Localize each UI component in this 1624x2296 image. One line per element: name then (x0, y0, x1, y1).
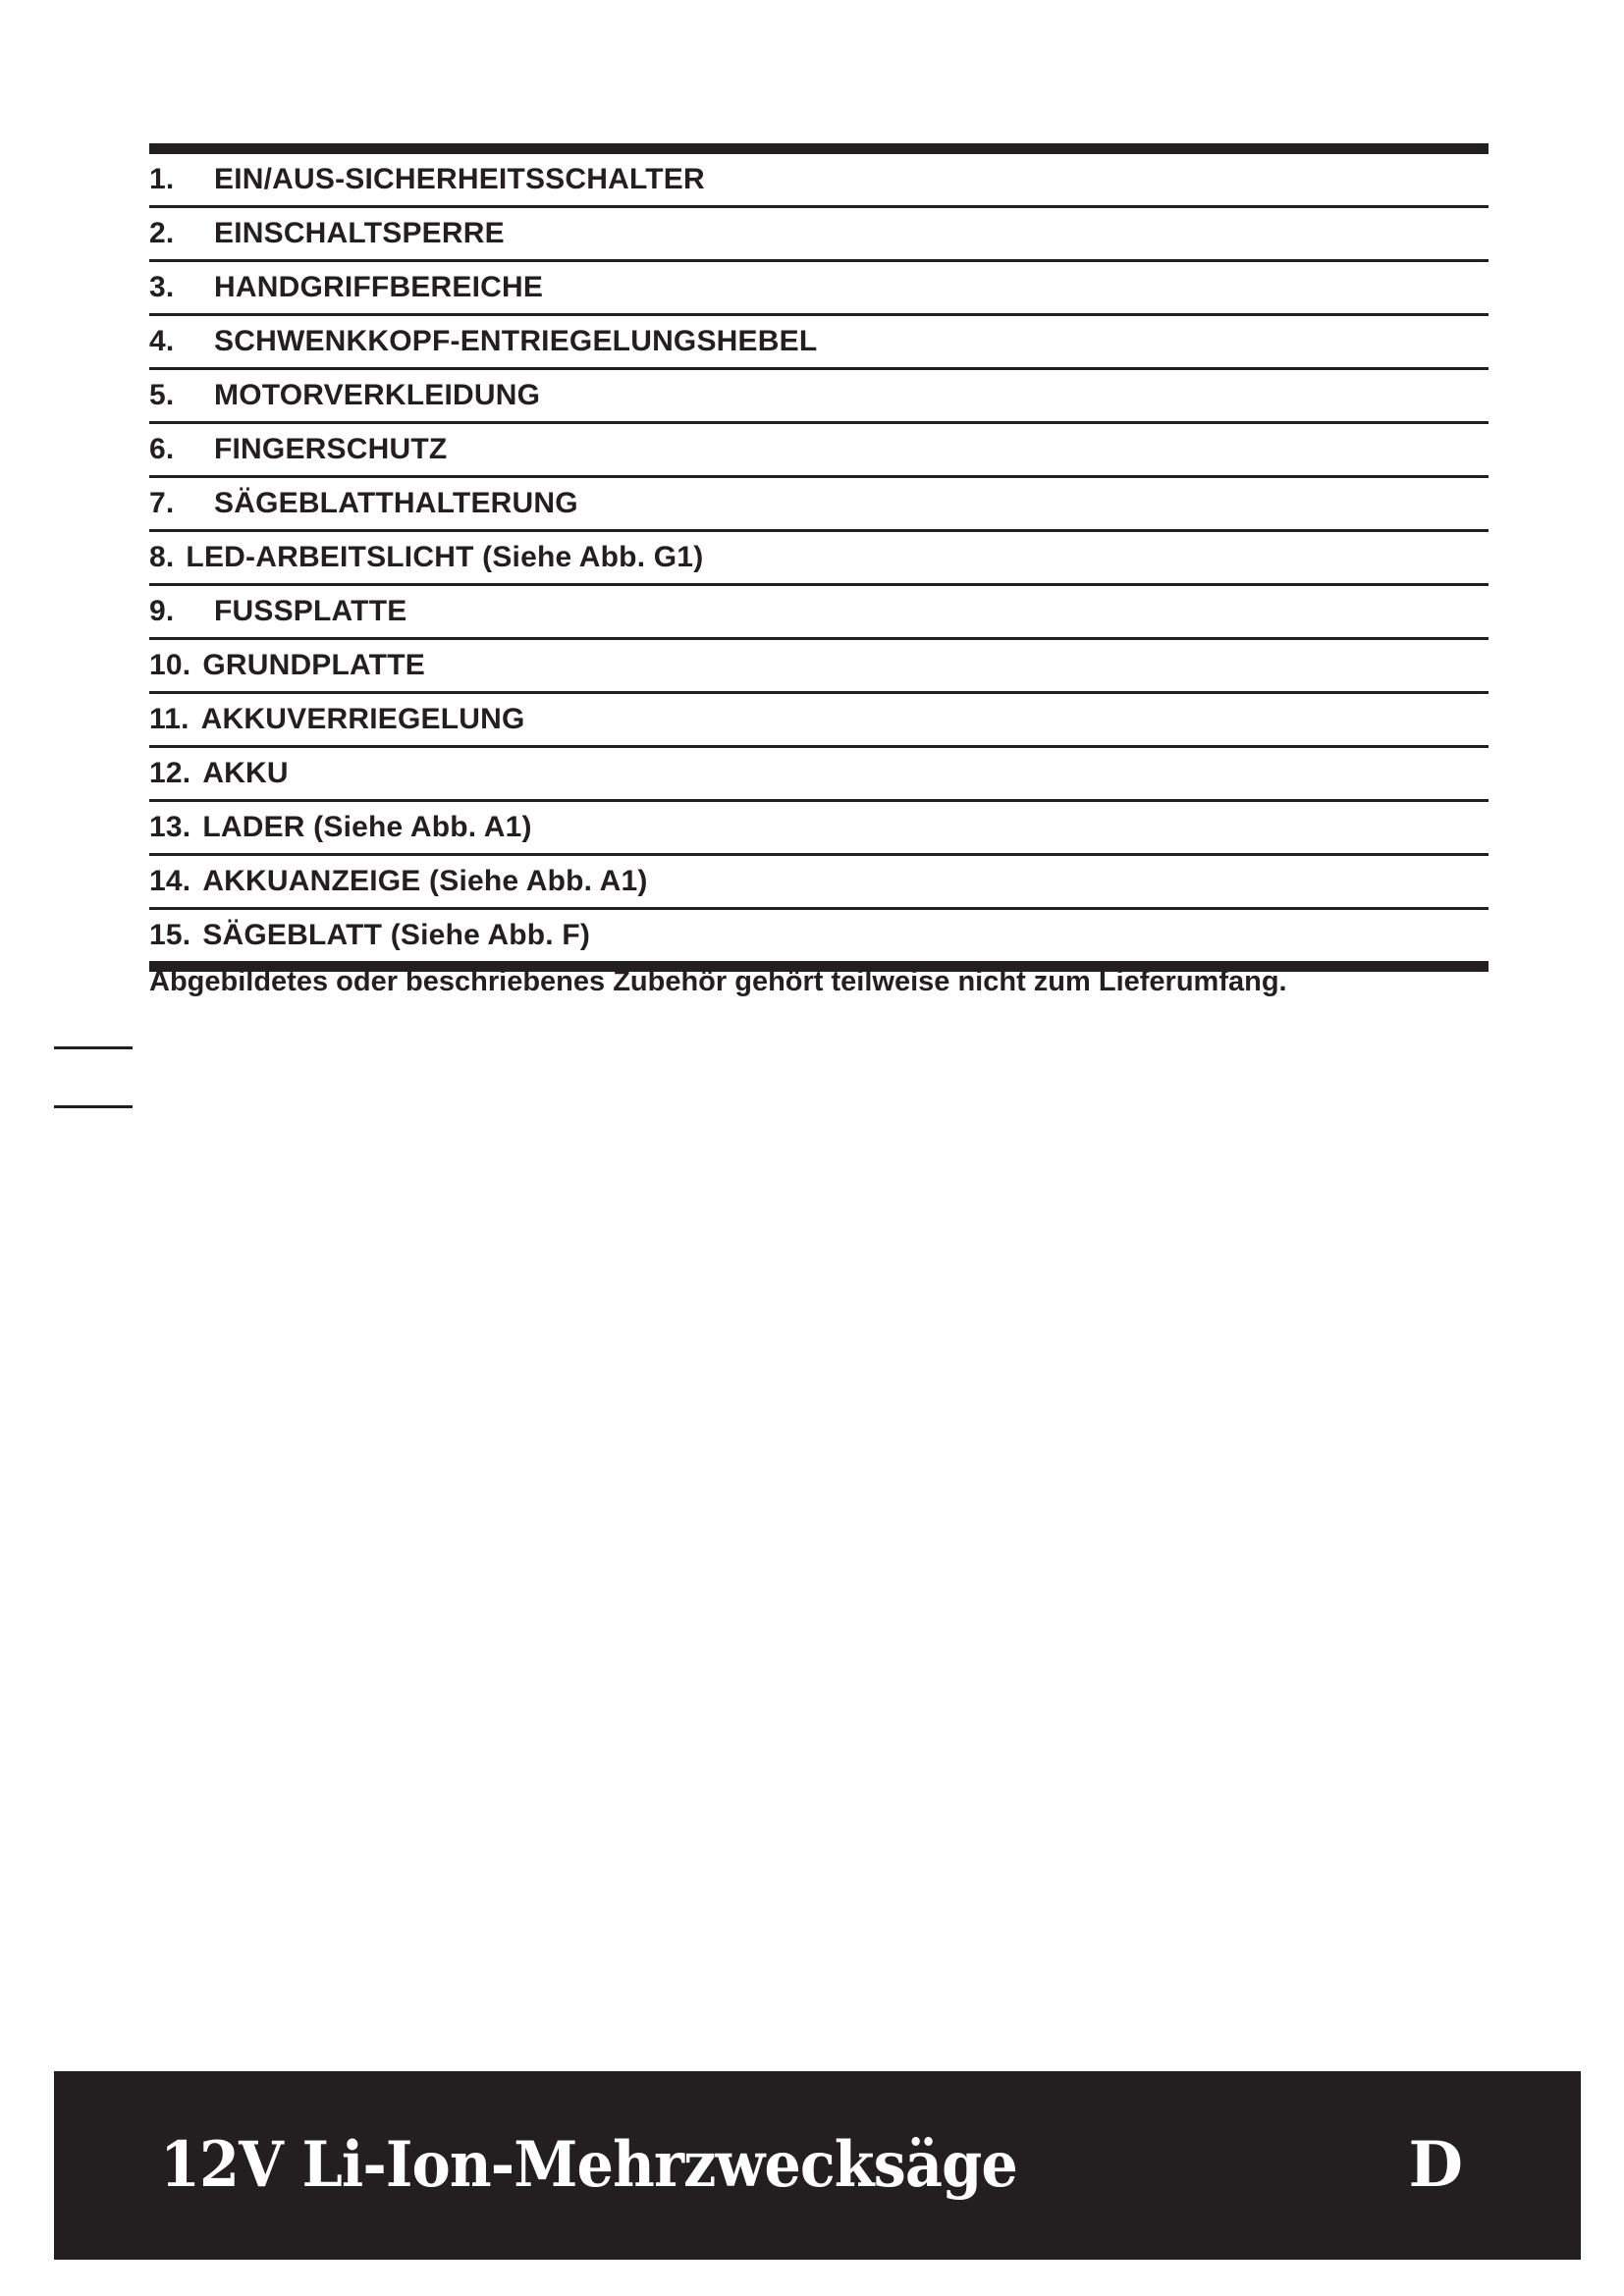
part-number: 8. (149, 541, 175, 573)
part-number: 15. (149, 919, 191, 951)
part-label: AKKU (202, 757, 289, 789)
footer-band (54, 2071, 1581, 2260)
part-number: 11. (149, 703, 189, 735)
part-row-5 (149, 370, 1489, 424)
part-number: 10. (149, 649, 191, 681)
part-label: MOTORVERKLEIDUNG (214, 379, 541, 411)
part-number: 4. (149, 325, 175, 357)
part-label: AKKUANZEIGE (Siehe Abb. A1) (202, 865, 648, 897)
part-row-10 (149, 640, 1489, 694)
part-row-1 (149, 154, 1489, 208)
margin-rule (54, 1046, 133, 1049)
part-row-6 (149, 424, 1489, 478)
part-row-3 (149, 262, 1489, 316)
parts-list (149, 143, 1489, 972)
part-label: HANDGRIFFBEREICHE (214, 271, 544, 303)
part-row-8 (149, 532, 1489, 586)
part-number: 12. (149, 757, 191, 789)
part-label: LADER (Siehe Abb. A1) (202, 811, 532, 843)
part-label: EINSCHALTSPERRE (214, 217, 505, 249)
part-label: EIN/AUS-SICHERHEITSSCHALTER (214, 163, 705, 195)
part-row-12 (149, 748, 1489, 802)
accessory-note: Abgebildetes oder beschriebenes Zubehör gehört teilweise nicht zum Lieferumfang. (149, 966, 1287, 997)
part-number: 6. (149, 433, 175, 465)
part-row-11 (149, 694, 1489, 748)
part-number: 9. (149, 595, 175, 627)
part-number: 5. (149, 379, 175, 411)
part-row-4 (149, 316, 1489, 370)
part-number: 1. (149, 163, 175, 195)
part-label: FINGERSCHUTZ (214, 433, 448, 465)
part-number: 14. (149, 865, 191, 897)
part-row-7 (149, 478, 1489, 532)
part-row-14 (149, 856, 1489, 910)
part-row-2 (149, 208, 1489, 262)
part-number: 7. (149, 487, 175, 519)
part-number: 3. (149, 271, 175, 303)
language-code: D (1408, 2128, 1463, 2202)
part-number: 2. (149, 217, 175, 249)
part-label: SCHWENKKOPF-ENTRIEGELUNGSHEBEL (214, 325, 818, 357)
part-label: SÄGEBLATT (Siehe Abb. F) (202, 919, 591, 951)
product-title: 12V Li-Ion-Mehrzwecksäge (160, 2128, 1017, 2202)
part-row-9 (149, 586, 1489, 640)
part-label: GRUNDPLATTE (202, 649, 425, 681)
part-label: FUSSPLATTE (214, 595, 407, 627)
margin-rule (54, 1105, 133, 1108)
part-label: SÄGEBLATTHALTERUNG (214, 487, 578, 519)
part-row-13 (149, 802, 1489, 856)
part-row-15 (149, 910, 1489, 961)
part-label: AKKUVERRIEGELUNG (200, 703, 525, 735)
part-label: LED-ARBEITSLICHT (Siehe Abb. G1) (186, 541, 704, 573)
part-number: 13. (149, 811, 191, 843)
